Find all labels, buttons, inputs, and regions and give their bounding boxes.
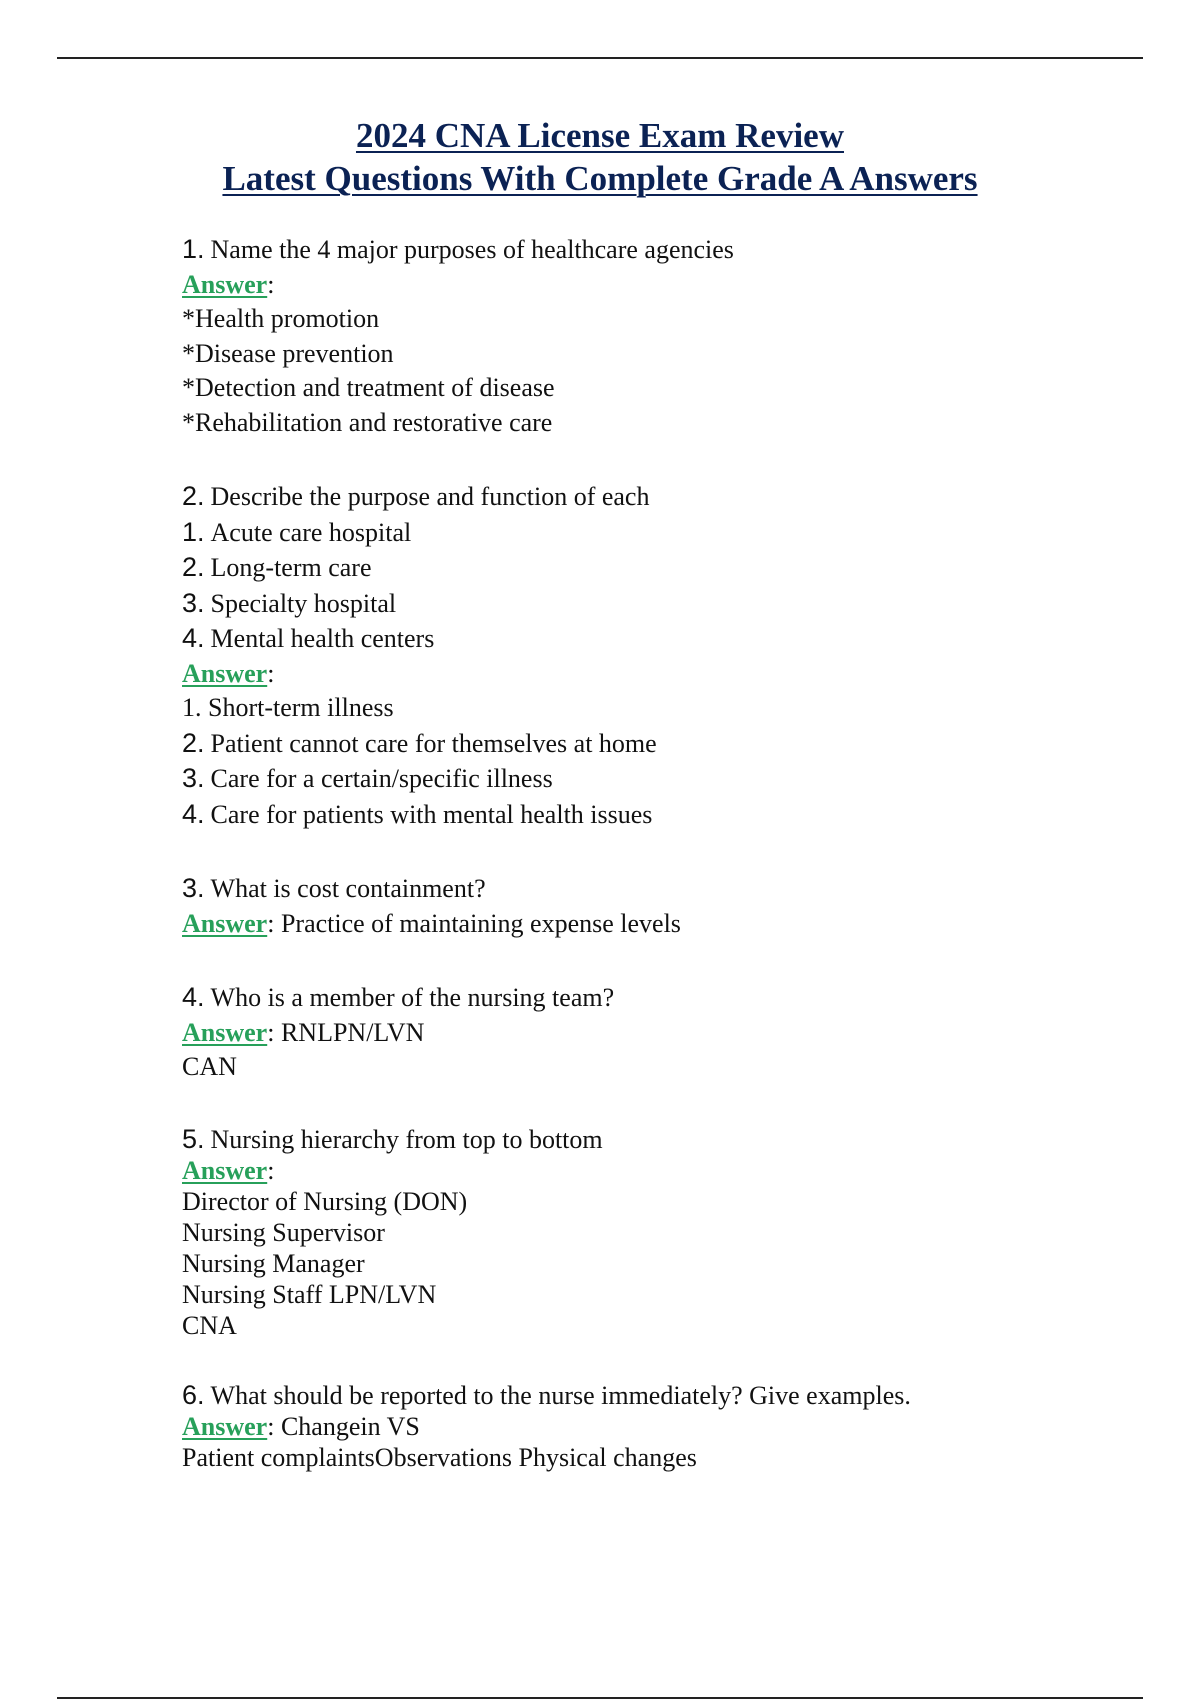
answer-line: Nursing Staff LPN/LVN [182, 1279, 437, 1309]
question-3 [182, 871, 1142, 941]
question-list [182, 232, 1142, 1512]
answer-line: 1. Short-term illness [182, 693, 394, 722]
question-4 [182, 980, 1142, 1085]
answer-line: Nursing Supervisor [182, 1217, 385, 1247]
sub-item: 1. Acute care hospital [182, 516, 412, 547]
sub-item: 2. Long-term care [182, 552, 372, 582]
question-6 [182, 1380, 1142, 1473]
answer-line: *Health promotion [182, 304, 380, 333]
bottom-rule [57, 1697, 1143, 1699]
answer-line: 2. Patient cannot care for themselves at home [182, 727, 657, 758]
answer-line: Answer: Changein VS [182, 1411, 420, 1441]
question-6-prompt: 6. What should be reported to the nurse immediately? Give examples. [182, 1379, 911, 1410]
top-rule [57, 57, 1143, 59]
title-line-2: Latest Questions With Complete Grade A Answers [222, 159, 978, 198]
question-5-prompt: 5. Nursing hierarchy from top to bottom [182, 1123, 603, 1154]
sub-item: 3. Specialty hospital [182, 587, 397, 618]
question-2 [182, 479, 1142, 832]
answer-line: *Detection and treatment of disease [182, 373, 555, 402]
answer-heading: Answer: [182, 1155, 275, 1185]
question-1 [182, 232, 1142, 440]
answer-heading: Answer: [182, 658, 275, 688]
sub-item: 4. Mental health centers [182, 623, 435, 653]
question-2-prompt: 2. Describe the purpose and function of each [182, 481, 650, 511]
answer-line: 3. Care for a certain/specific illness [182, 763, 553, 793]
answer-line: Patient complaintsObservations Physical changes [182, 1442, 697, 1472]
answer-line: Answer: Practice of maintaining expense levels [182, 908, 681, 938]
document-title [0, 114, 1200, 200]
answer-line: Nursing Manager [182, 1248, 365, 1278]
answer-line: 4. Care for patients with mental health issues [182, 798, 653, 829]
question-4-prompt: 4. Who is a member of the nursing team? [182, 982, 615, 1012]
answer-line: CAN [182, 1052, 237, 1081]
answer-line: Director of Nursing (DON) [182, 1186, 468, 1216]
question-3-prompt: 3. What is cost containment? [182, 873, 486, 903]
question-5 [182, 1124, 1142, 1341]
title-line-1: 2024 CNA License Exam Review [355, 116, 844, 155]
answer-line: *Disease prevention [182, 338, 394, 368]
answer-line: *Rehabilitation and restorative care [182, 407, 553, 437]
question-1-prompt: 1. Name the 4 major purposes of healthcare agencies [182, 234, 734, 264]
answer-line: CNA [182, 1310, 237, 1340]
answer-heading: Answer: [182, 269, 275, 299]
answer-line: Answer: RNLPN/LVN [182, 1017, 425, 1047]
